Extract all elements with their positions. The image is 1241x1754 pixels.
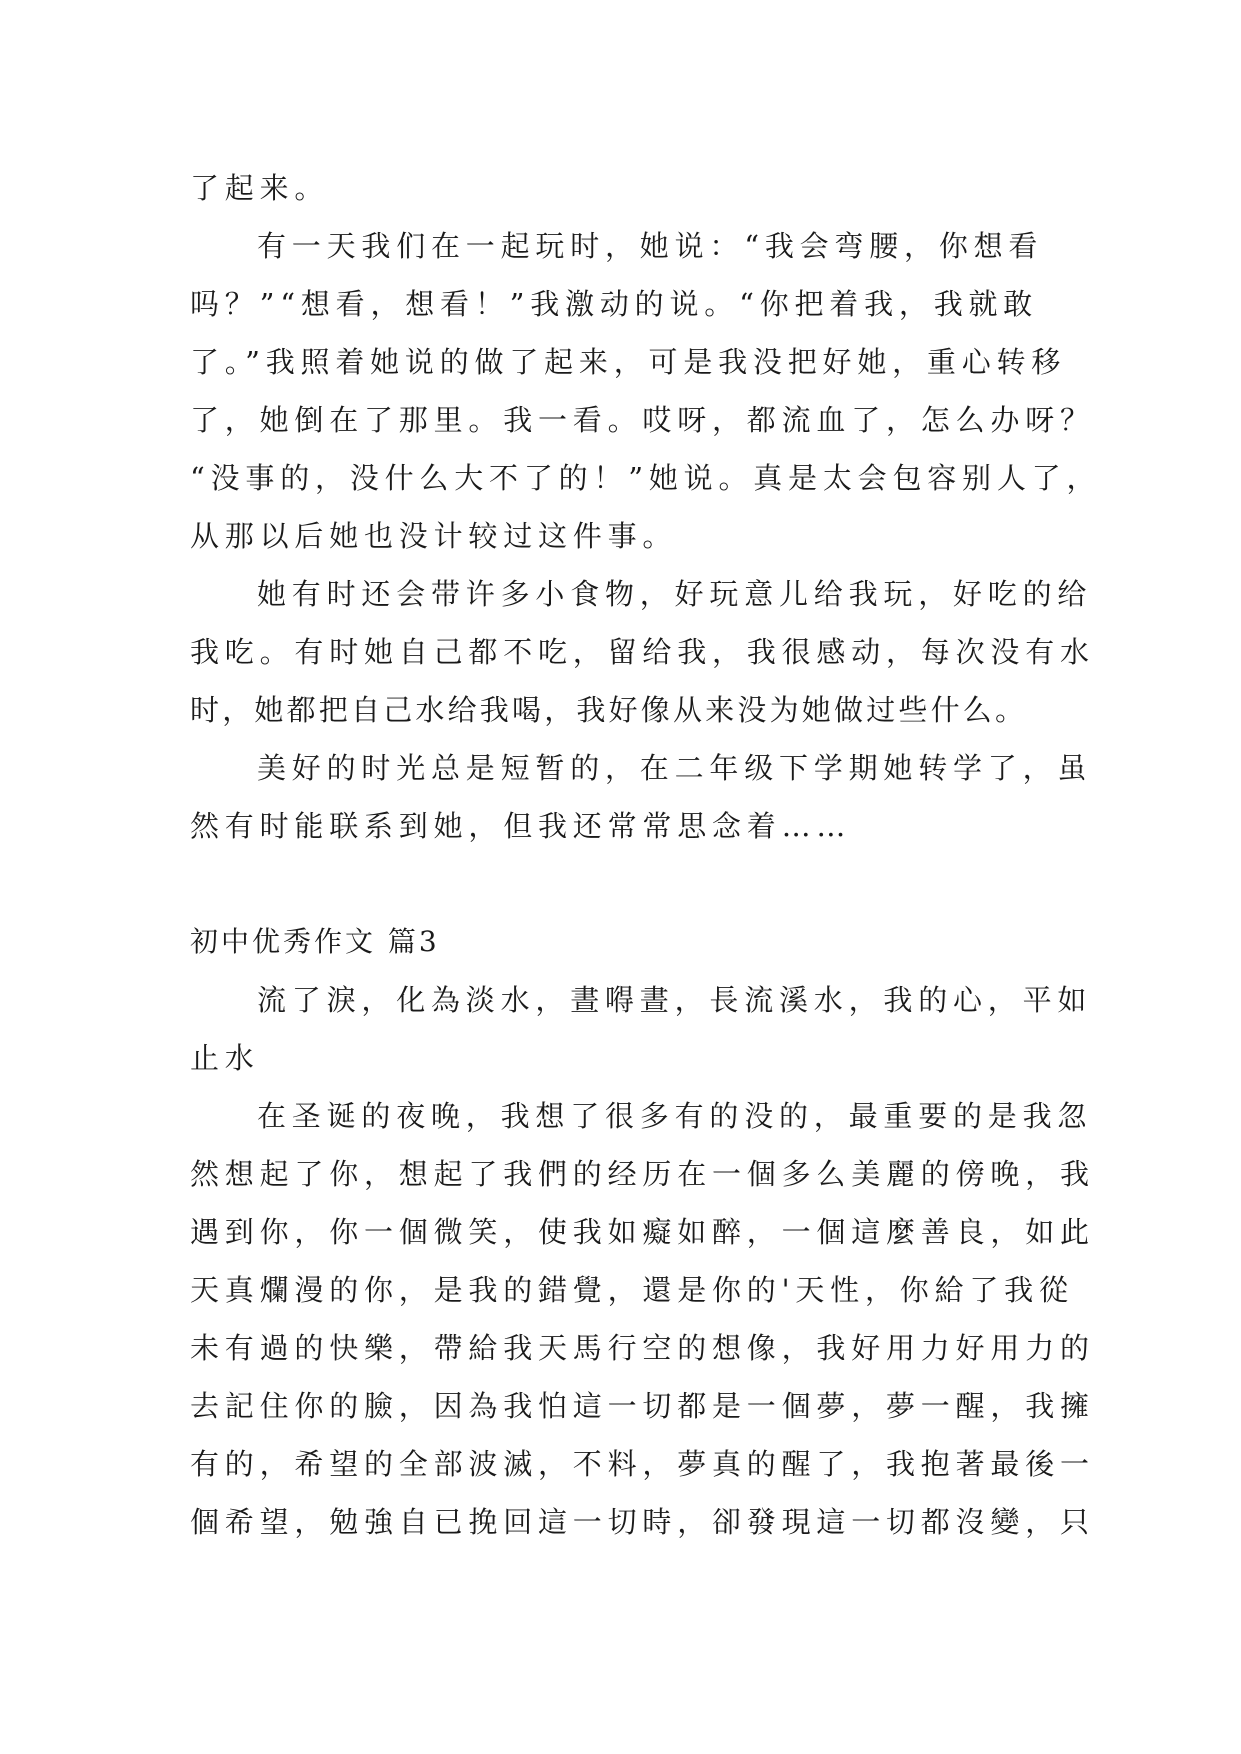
document-body	[190, 159, 1102, 1551]
paragraph-line: 個希望，勉強自已挽回這一切時，卻發現這一切都沒變，只	[190, 1505, 1095, 1539]
paragraph-line: “没事的，没什么大不了的！”她说。真是太会包容别人了，	[190, 461, 1102, 495]
section-heading: 初中优秀作文 篇3	[190, 925, 440, 958]
paragraph-line: 吗？”“想看，想看！”我激动的说。“你把着我，我就敢	[190, 287, 1039, 321]
paragraph-line: 有一天我们在一起玩时，她说：“我会弯腰，你想看	[257, 229, 1044, 263]
paragraph-line: 在圣诞的夜晚，我想了很多有的没的，最重要的是我忽	[257, 1099, 1093, 1133]
paragraph-line: 了，她倒在了那里。我一看。哎呀，都流血了，怎么办呀？	[190, 403, 1095, 437]
paragraph-line: 天真爛漫的你，是我的錯覺，還是你的'天性，你給了我從	[190, 1273, 1074, 1307]
paragraph-line: 她有时还会带许多小食物，好玩意儿给我玩，好吃的给	[257, 577, 1093, 611]
paragraph-line: 时，她都把自己水给我喝，我好像从来没为她做过些什么。	[190, 693, 1028, 727]
paragraph-line: 然有时能联系到她，但我还常常思念着……	[190, 809, 852, 843]
paragraph-line: 有的，希望的全部波滅，不料，夢真的醒了，我抱著最後一	[190, 1447, 1095, 1481]
paragraph-line: 止水	[190, 1041, 260, 1075]
paragraph-line: 流了淚，化為淡水，晝嘚晝，長流溪水，我的心，平如	[257, 983, 1093, 1017]
paragraph-line: 遇到你，你一個微笑，使我如癡如醉，一個這麼善良，如此	[190, 1215, 1095, 1249]
paragraph-line: 去記住你的臉，因為我怕這一切都是一個夢，夢一醒，我擁	[190, 1389, 1095, 1423]
paragraph-line: 我吃。有时她自己都不吃，留给我，我很感动，每次没有水	[190, 635, 1095, 669]
paragraph-line: 了。”我照着她说的做了起来，可是我没把好她，重心转移	[190, 345, 1067, 379]
paragraph-line: 了起来。	[190, 171, 330, 205]
paragraph-line: 然想起了你，想起了我們的经历在一個多么美麗的傍晚，我	[190, 1157, 1095, 1191]
section-spacer	[190, 855, 1060, 913]
paragraph-line: 未有過的快樂，帶給我天馬行空的想像，我好用力好用力的	[190, 1331, 1095, 1365]
paragraph-line: 从那以后她也没计较过这件事。	[190, 519, 678, 553]
paragraph-line: 美好的时光总是短暂的，在二年级下学期她转学了，虽	[257, 751, 1093, 785]
